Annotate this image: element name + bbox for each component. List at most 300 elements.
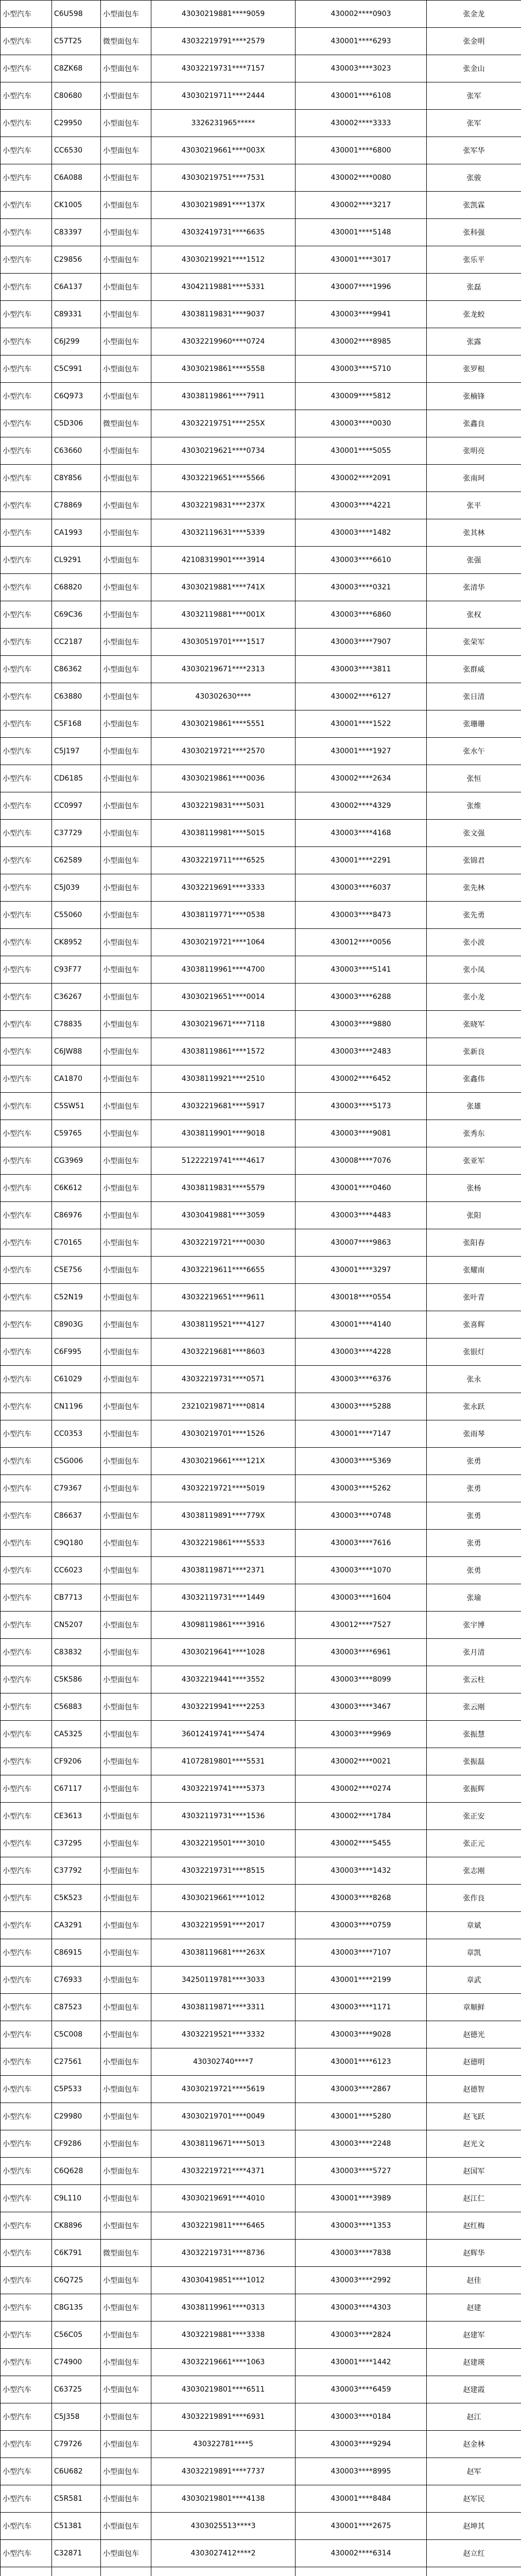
id-number-cell: 36012419741****5474 <box>151 1721 296 1748</box>
vehicle-category-cell: 小型汽车 <box>1 1803 52 1830</box>
plate-number-cell: C79726 <box>52 2431 101 2458</box>
owner-name-cell: 章武 <box>427 1967 521 1994</box>
owner-name-cell: 张南珂 <box>427 465 521 492</box>
code-number-cell: 430001****1442 <box>296 2349 427 2376</box>
code-number-cell: 430003****1482 <box>296 519 427 547</box>
plate-number-cell: C6U682 <box>52 2458 101 2485</box>
plate-number-cell: C29980 <box>52 2103 101 2130</box>
table-row <box>1 246 521 274</box>
vehicle-type-cell: 小型面包车 <box>101 2212 151 2240</box>
table-row <box>1 574 521 601</box>
table-row <box>1 1557 521 1584</box>
code-number-cell: 430001****6108 <box>296 82 427 110</box>
vehicle-type-cell: 小型面包车 <box>101 1011 151 1038</box>
vehicle-category-cell: 小型汽车 <box>1 2267 52 2294</box>
id-number-cell: 43032119631****5339 <box>151 519 296 547</box>
vehicle-type-cell: 小型面包车 <box>101 574 151 601</box>
vehicle-type-cell: 小型面包车 <box>101 765 151 792</box>
vehicle-category-cell: 小型汽车 <box>1 929 52 956</box>
plate-number-cell: CC6530 <box>52 137 101 164</box>
vehicle-type-cell: 小型面包车 <box>101 1311 151 1338</box>
vehicle-type-cell: 小型面包车 <box>101 1448 151 1475</box>
id-number-cell: 43030219711****2444 <box>151 82 296 110</box>
vehicle-type-cell: 小型面包车 <box>101 2513 151 2540</box>
code-number-cell: 430003****2992 <box>296 2267 427 2294</box>
id-number-cell: 43032219721****5019 <box>151 1475 296 1502</box>
table-row <box>1 1 521 28</box>
plate-number-cell: C51381 <box>52 2513 101 2540</box>
vehicle-type-cell: 小型面包车 <box>101 1584 151 1612</box>
owner-name-cell: 张宇博 <box>427 1612 521 1639</box>
plate-number-cell: CK8896 <box>52 2212 101 2240</box>
owner-name-cell: 章顺鲜 <box>427 1994 521 2021</box>
table-row <box>1 547 521 574</box>
code-number-cell: 430001****1522 <box>296 710 427 738</box>
owner-name-cell: 张金龙 <box>427 1 521 28</box>
vehicle-category-cell: 小型汽车 <box>1 355 52 383</box>
vehicle-category-cell: 小型汽车 <box>1 2513 52 2540</box>
vehicle-category-cell: 小型汽车 <box>1 1885 52 1912</box>
table-row <box>1 1748 521 1775</box>
table-row <box>1 1639 521 1666</box>
plate-number-cell: C5J039 <box>52 874 101 902</box>
owner-name-cell: 赵江仁 <box>427 2185 521 2212</box>
plate-number-cell: C5E756 <box>52 1257 101 1284</box>
code-number-cell: 430003****7838 <box>296 2240 427 2267</box>
owner-name-cell: 张永 <box>427 1366 521 1393</box>
vehicle-category-cell: 小型汽车 <box>1 1612 52 1639</box>
code-number-cell: 430002****3217 <box>296 192 427 219</box>
owner-name-cell: 张振慧 <box>427 1721 521 1748</box>
vehicle-type-cell: 微型面包车 <box>101 410 151 437</box>
table-row <box>1 2158 521 2185</box>
code-number-cell: 430002****5455 <box>296 1830 427 1857</box>
owner-name-cell: 赵光文 <box>427 2130 521 2158</box>
plate-number-cell: C8G135 <box>52 2294 101 2321</box>
vehicle-category-cell: 小型汽车 <box>1 1257 52 1284</box>
vehicle-type-cell: 小型面包车 <box>101 2321 151 2349</box>
code-number-cell: 430003****5727 <box>296 2158 427 2185</box>
plate-number-cell: CC0997 <box>52 792 101 820</box>
vehicle-type-cell: 小型面包车 <box>101 1502 151 1530</box>
vehicle-type-cell: 小型面包车 <box>101 929 151 956</box>
vehicle-type-cell: 小型面包车 <box>101 1366 151 1393</box>
id-number-cell: 43038119831****5579 <box>151 1175 296 1202</box>
table-row <box>1 1502 521 1530</box>
table-row <box>1 2294 521 2321</box>
id-number-cell: 43038119961****0313 <box>151 2294 296 2321</box>
code-number-cell: 430002****0903 <box>296 1 427 28</box>
code-number-cell: 430003****8995 <box>296 2458 427 2485</box>
owner-name-cell: 章凯 <box>427 1939 521 1967</box>
vehicle-category-cell: 小型汽车 <box>1 2185 52 2212</box>
vehicle-type-cell: 小型面包车 <box>101 1257 151 1284</box>
vehicle-type-cell: 小型面包车 <box>101 82 151 110</box>
id-number-cell: 43032219731****8515 <box>151 1857 296 1885</box>
plate-number-cell: C6Q628 <box>52 2158 101 2185</box>
table-row <box>1 1939 521 1967</box>
code-number-cell: 430003****8268 <box>296 1885 427 1912</box>
code-number-cell: 430002****6314 <box>296 2540 427 2567</box>
code-number-cell: 430003****3811 <box>296 656 427 683</box>
plate-number-cell: C29856 <box>52 246 101 274</box>
table-row <box>1 2021 521 2048</box>
vehicle-type-cell: 小型面包车 <box>101 519 151 547</box>
code-number-cell: 430001****6293 <box>296 28 427 55</box>
code-number-cell: 430002****0021 <box>296 1748 427 1775</box>
vehicle-category-cell: 小型汽车 <box>1 1093 52 1120</box>
code-number-cell: 430003****2248 <box>296 2130 427 2158</box>
vehicle-category-cell: 小型汽车 <box>1 1693 52 1721</box>
table-row <box>1 274 521 301</box>
code-number-cell: 430002****6127 <box>296 683 427 710</box>
vehicle-type-cell: 小型面包车 <box>101 683 151 710</box>
id-number-cell: 43030219661****121X <box>151 1448 296 1475</box>
table-row <box>1 601 521 629</box>
plate-number-cell: C78869 <box>52 492 101 519</box>
code-number-cell: 430012****0056 <box>296 929 427 956</box>
vehicle-type-cell: 小型面包车 <box>101 2294 151 2321</box>
owner-name-cell: 张勇 <box>427 1530 521 1557</box>
table-row <box>1 1584 521 1612</box>
owner-name-cell: 赵建军 <box>427 2321 521 2349</box>
vehicle-type-cell: 小型面包车 <box>101 1967 151 1994</box>
table-row <box>1 55 521 82</box>
table-row <box>1 1830 521 1857</box>
code-number-cell: 430003****2483 <box>296 1038 427 1065</box>
vehicle-category-cell: 小型汽车 <box>1 2021 52 2048</box>
vehicle-category-cell: 小型汽车 <box>1 1011 52 1038</box>
id-number-cell: 43032219791****2579 <box>151 28 296 55</box>
owner-name-cell: 张金明 <box>427 28 521 55</box>
vehicle-category-cell: 小型汽车 <box>1 1120 52 1147</box>
owner-name-cell: 张珊珊 <box>427 710 521 738</box>
id-number-cell: 43030219701****1526 <box>151 1420 296 1448</box>
vehicle-category-cell: 小型汽车 <box>1 1393 52 1420</box>
code-number-cell: 430003****4228 <box>296 1338 427 1366</box>
owner-name-cell: 赵建瑛 <box>427 2349 521 2376</box>
owner-name-cell: 赵建 <box>427 2294 521 2321</box>
vehicle-type-cell: 小型面包车 <box>101 2349 151 2376</box>
code-number-cell: 430002****3333 <box>296 110 427 137</box>
vehicle-category-cell: 小型汽车 <box>1 1147 52 1175</box>
table-row <box>1 2513 521 2540</box>
vehicle-category-cell: 小型汽车 <box>1 2212 52 2240</box>
vehicle-category-cell: 小型汽车 <box>1 1448 52 1475</box>
code-number-cell: 430008****7076 <box>296 1147 427 1175</box>
vehicle-type-cell: 小型面包车 <box>101 164 151 192</box>
vehicle-category-cell: 小型汽车 <box>1 1338 52 1366</box>
plate-number-cell: CA3291 <box>52 1912 101 1939</box>
vehicle-type-cell: 小型面包车 <box>101 465 151 492</box>
plate-number-cell: C56C05 <box>52 2321 101 2349</box>
code-number-cell: 430003****0759 <box>296 1912 427 1939</box>
code-number-cell: 430002****2091 <box>296 465 427 492</box>
code-number-cell: 430003****5369 <box>296 1448 427 1475</box>
vehicle-category-cell: 小型汽车 <box>1 28 52 55</box>
vehicle-type-cell: 小型面包车 <box>101 1857 151 1885</box>
vehicle-category-cell: 小型汽车 <box>1 1038 52 1065</box>
owner-name-cell: 张志刚 <box>427 1857 521 1885</box>
plate-number-cell: C8ZK68 <box>52 55 101 82</box>
vehicle-type-cell: 小型面包车 <box>101 1830 151 1857</box>
id-number-cell: 43030419851****1012 <box>151 2267 296 2294</box>
owner-name-cell: 张磊 <box>427 274 521 301</box>
id-number-cell: 43030219701****0049 <box>151 2103 296 2130</box>
vehicle-type-cell: 小型面包车 <box>101 1939 151 1967</box>
code-number-cell: 430003****2867 <box>296 2076 427 2103</box>
plate-number-cell: CG3969 <box>52 1147 101 1175</box>
code-number-cell: 430003****9969 <box>296 1721 427 1748</box>
table-row <box>1 902 521 929</box>
vehicle-type-cell: 小型面包车 <box>101 192 151 219</box>
code-number-cell: 430003****1604 <box>296 1584 427 1612</box>
code-number-cell: 430003****5141 <box>296 956 427 984</box>
vehicle-category-cell: 小型汽车 <box>1 547 52 574</box>
plate-number-cell: C29950 <box>52 110 101 137</box>
table-row <box>1 2349 521 2376</box>
id-number-cell: 43030219671****2313 <box>151 656 296 683</box>
vehicle-type-cell: 小型面包车 <box>101 1748 151 1775</box>
id-number-cell: 43032119881****001X <box>151 601 296 629</box>
id-number-cell: 43032219741****5373 <box>151 1775 296 1803</box>
plate-number-cell: C57T25 <box>52 28 101 55</box>
plate-number-cell: C69C36 <box>52 601 101 629</box>
owner-name-cell: 张杨 <box>427 1175 521 1202</box>
vehicle-category-cell: 小型汽车 <box>1 2349 52 2376</box>
vehicle-type-cell: 小型面包车 <box>101 629 151 656</box>
plate-number-cell: CL9291 <box>52 547 101 574</box>
id-number-cell: 43032219611****6655 <box>151 1257 296 1284</box>
owner-name-cell: 张科强 <box>427 219 521 246</box>
id-number-cell: 43032219891****6931 <box>151 2403 296 2431</box>
id-number-cell: 43032219881****3338 <box>151 2321 296 2349</box>
vehicle-type-cell: 小型面包车 <box>101 137 151 164</box>
plate-number-cell: C79367 <box>52 1475 101 1502</box>
id-number-cell: 43030219721****1064 <box>151 929 296 956</box>
table-row <box>1 2185 521 2212</box>
vehicle-type-cell: 小型面包车 <box>101 55 151 82</box>
id-number-cell: 43032219731****7157 <box>151 55 296 82</box>
plate-number-cell: C5F168 <box>52 710 101 738</box>
plate-number-cell: C6A137 <box>52 274 101 301</box>
plate-number-cell: C63725 <box>52 2376 101 2403</box>
vehicle-category-cell: 小型汽车 <box>1 1830 52 1857</box>
vehicle-category-cell: 小型汽车 <box>1 738 52 765</box>
owner-name-cell: 张正安 <box>427 1803 521 1830</box>
id-number-cell: 43042119881****5331 <box>151 274 296 301</box>
vehicle-category-cell: 小型汽车 <box>1 137 52 164</box>
code-number-cell: 430003****4221 <box>296 492 427 519</box>
table-row <box>1 1612 521 1639</box>
vehicle-type-cell: 小型面包车 <box>101 1120 151 1147</box>
owner-name-cell: 赵江 <box>427 2403 521 2431</box>
owner-name-cell: 赵国军 <box>427 2158 521 2185</box>
table-row <box>1 1666 521 1693</box>
vehicle-type-cell: 小型面包车 <box>101 1202 151 1229</box>
vehicle-type-cell: 小型面包车 <box>101 1803 151 1830</box>
code-number-cell: 430002****0080 <box>296 164 427 192</box>
vehicle-category-cell: 小型汽车 <box>1 519 52 547</box>
owner-name-cell: 张云刚 <box>427 1693 521 1721</box>
table-row <box>1 656 521 683</box>
id-number-cell: 43032219521****3332 <box>151 2021 296 2048</box>
owner-name-cell: 张乐平 <box>427 246 521 274</box>
vehicle-category-cell: 小型汽车 <box>1 1939 52 1967</box>
code-number-cell: 430018****0554 <box>296 1284 427 1311</box>
vehicle-category-cell: 小型汽车 <box>1 1366 52 1393</box>
vehicle-type-cell: 小型面包车 <box>101 2076 151 2103</box>
code-number-cell: 430003****7107 <box>296 1939 427 1967</box>
vehicle-category-cell: 小型汽车 <box>1 847 52 874</box>
code-number-cell: 430001****5055 <box>296 437 427 465</box>
vehicle-type-cell: 小型面包车 <box>101 820 151 847</box>
table-row <box>1 1311 521 1338</box>
table-row <box>1 1530 521 1557</box>
table-row <box>1 355 521 383</box>
id-number-cell: 43030219921****1512 <box>151 246 296 274</box>
owner-name-cell: 张军 <box>427 82 521 110</box>
id-number-cell: 430322781****5 <box>151 2431 296 2458</box>
plate-number-cell: C63880 <box>52 683 101 710</box>
code-number-cell: 430001****3989 <box>296 2185 427 2212</box>
code-number-cell: 430002****2634 <box>296 765 427 792</box>
table-row <box>1 1775 521 1803</box>
owner-name-cell: 张振磊 <box>427 1748 521 1775</box>
plate-number-cell: CE3613 <box>52 1803 101 1830</box>
vehicle-category-cell: 小型汽车 <box>1 902 52 929</box>
vehicle-category-cell: 小型汽车 <box>1 1065 52 1093</box>
table-row <box>1 2458 521 2485</box>
code-number-cell: 430002****4329 <box>296 792 427 820</box>
id-number-cell: 43032219501****3010 <box>151 1830 296 1857</box>
plate-number-cell: C80680 <box>52 82 101 110</box>
plate-number-cell: C6J299 <box>52 328 101 355</box>
owner-name-cell: 张其林 <box>427 519 521 547</box>
owner-name-cell: 张银灯 <box>427 1338 521 1366</box>
plate-number-cell: C5K523 <box>52 1885 101 1912</box>
table-row <box>1 1284 521 1311</box>
table-row <box>1 2376 521 2403</box>
owner-name-cell: 赵军民 <box>427 2485 521 2513</box>
owner-name-cell: 张勇 <box>427 1475 521 1502</box>
id-number-cell: 43030219661****1012 <box>151 1885 296 1912</box>
id-number-cell: 43030219661****003X <box>151 137 296 164</box>
table-row <box>1 2567 521 2576</box>
vehicle-type-cell: 小型面包车 <box>101 847 151 874</box>
vehicle-type-cell: 小型面包车 <box>101 902 151 929</box>
vehicle-type-cell: 小型面包车 <box>101 246 151 274</box>
plate-number-cell: CF9206 <box>52 1748 101 1775</box>
plate-number-cell: C55060 <box>52 902 101 929</box>
vehicle-type-cell: 小型面包车 <box>101 2158 151 2185</box>
code-number-cell: 430003****9028 <box>296 2021 427 2048</box>
table-row <box>1 1229 521 1257</box>
plate-number-cell: C5SW51 <box>52 1093 101 1120</box>
plate-number-cell: C78835 <box>52 1011 101 1038</box>
plate-number-cell: CA1870 <box>52 1065 101 1093</box>
table-row <box>1 2103 521 2130</box>
id-number-cell: 43032219691****3333 <box>151 874 296 902</box>
vehicle-type-cell: 小型面包车 <box>101 1885 151 1912</box>
code-number-cell: 430001****2675 <box>296 2513 427 2540</box>
vehicle-category-cell: 小型汽车 <box>1 710 52 738</box>
owner-name-cell: 张正元 <box>427 1830 521 1857</box>
owner-name-cell: 张小波 <box>427 929 521 956</box>
plate-number-cell: C6Q725 <box>52 2267 101 2294</box>
code-number-cell: 430003****1432 <box>296 1857 427 1885</box>
owner-name-cell: 张阳春 <box>427 1229 521 1257</box>
plate-number-cell: C6JW88 <box>52 1038 101 1065</box>
id-number-cell: 43030219721****5619 <box>151 2076 296 2103</box>
id-number-cell: 43032219861****5533 <box>151 1530 296 1557</box>
plate-number-cell: C9L110 <box>52 2185 101 2212</box>
plate-number-cell: C37792 <box>52 1857 101 1885</box>
vehicle-category-cell: 小型汽车 <box>1 383 52 410</box>
code-number-cell: 430001****2199 <box>296 1967 427 1994</box>
vehicle-type-cell: 小型面包车 <box>101 2185 151 2212</box>
table-row <box>1 2485 521 2513</box>
table-row <box>1 1857 521 1885</box>
table-row <box>1 383 521 410</box>
table-row <box>1 2431 521 2458</box>
code-number-cell: 430001****2291 <box>296 847 427 874</box>
plate-number-cell: C67117 <box>52 1775 101 1803</box>
plate-number-cell: C86976 <box>52 1202 101 1229</box>
vehicle-category-cell: 小型汽车 <box>1 82 52 110</box>
plate-number-cell: CC0353 <box>52 1420 101 1448</box>
id-number-cell: 4303025513****3 <box>151 2513 296 2540</box>
vehicle-type-cell: 小型面包车 <box>101 2403 151 2431</box>
vehicle-category-cell: 小型汽车 <box>1 1202 52 1229</box>
id-number-cell: 43032219721****4371 <box>151 2158 296 2185</box>
vehicle-type-cell: 微型面包车 <box>101 28 151 55</box>
table-row <box>1 410 521 437</box>
id-number-cell <box>151 2567 296 2576</box>
vehicle-type-cell: 小型面包车 <box>101 2376 151 2403</box>
vehicle-category-cell: 小型汽车 <box>1 465 52 492</box>
code-number-cell: 430003****0184 <box>296 2403 427 2431</box>
plate-number-cell: CB7713 <box>52 1584 101 1612</box>
owner-name-cell: 张勇 <box>427 1557 521 1584</box>
owner-name-cell: 赵立红 <box>427 2540 521 2567</box>
owner-name-cell: 张小龙 <box>427 984 521 1011</box>
vehicle-category-cell: 小型汽车 <box>1 1 52 28</box>
vehicle-category-cell: 小型汽车 <box>1 1967 52 1994</box>
vehicle-category-cell: 小型汽车 <box>1 410 52 437</box>
owner-name-cell: 张恒 <box>427 765 521 792</box>
id-number-cell: 43030219861****0036 <box>151 765 296 792</box>
table-row <box>1 164 521 192</box>
plate-number-cell: CN1196 <box>52 1393 101 1420</box>
code-number-cell: 430001****4140 <box>296 1311 427 1338</box>
owner-name-cell: 张永跃 <box>427 1393 521 1420</box>
plate-number-cell: C5J358 <box>52 2403 101 2431</box>
owner-name-cell: 赵佳 <box>427 2267 521 2294</box>
vehicle-category-cell: 小型汽车 <box>1 683 52 710</box>
plate-number-cell: C36267 <box>52 984 101 1011</box>
code-number-cell <box>296 2567 427 2576</box>
vehicle-category-cell: 小型汽车 <box>1 492 52 519</box>
owner-name-cell: 张晓军 <box>427 1011 521 1038</box>
vehicle-type-cell: 小型面包车 <box>101 547 151 574</box>
id-number-cell: 43038119861****7911 <box>151 383 296 410</box>
vehicle-type-cell: 小型面包车 <box>101 710 151 738</box>
vehicle-type-cell: 小型面包车 <box>101 274 151 301</box>
id-number-cell: 43030219651****0014 <box>151 984 296 1011</box>
plate-number-cell: CF9286 <box>52 2130 101 2158</box>
vehicle-category-cell: 小型汽车 <box>1 656 52 683</box>
